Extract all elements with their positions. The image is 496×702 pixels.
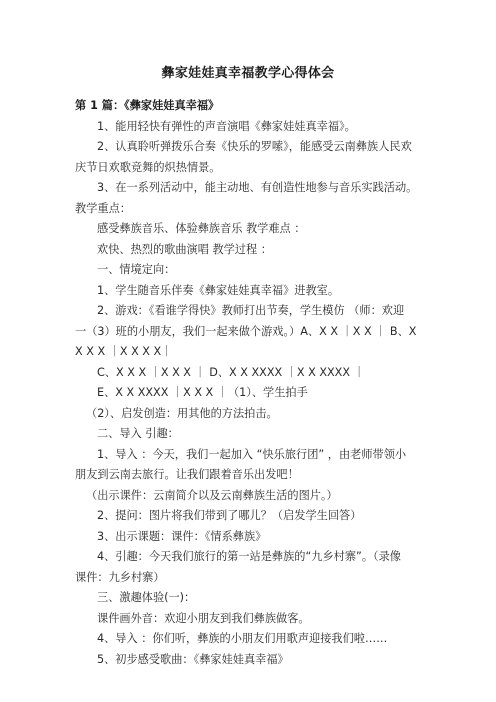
paragraph-line: 1、能用轻快有弹性的声音演唱《彝家娃娃真幸福》。 (97, 119, 356, 133)
paragraph-line: E、X X XXXX ｜X X X ｜（1）、学生拍手 (97, 386, 308, 399)
paragraph-line: 2、游戏：《看谁学得快》教师打出节奏，学生模仿 （师：欢迎 (97, 304, 405, 317)
document-body (75, 96, 425, 670)
paragraph-line: 1、学生随音乐伴奏《彝家娃娃真幸福》进教室。 (97, 283, 340, 297)
paragraph-line: 教学重点： (75, 201, 131, 215)
paragraph-line: 庆节日欢歌竞舞的炽热情景。 (75, 160, 221, 174)
document-title: 彝家娃娃真幸福教学心得体会 (161, 66, 335, 81)
paragraph-line: 3、出示课题：课件：《情系彝族》 (97, 529, 267, 543)
paragraph-line: X X X ｜X X X X｜ (75, 345, 173, 358)
paragraph-line: 5、初步感受歌曲：《彝家娃娃真幸福》 (97, 652, 289, 666)
paragraph-line: 2、认真聆听弹拨乐合奏《快乐的罗嗦》，能感受云南彝族人民欢 (97, 140, 412, 153)
paragraph-line: 4、导入 ：你们听，彝族的小朋友们用歌声迎接我们啦…… (97, 632, 388, 645)
paragraph-line: （出示课件：云南简介以及云南彝族生活的图片。） (86, 488, 338, 502)
paragraph-line: 一、情境定向： (97, 263, 176, 276)
paragraph-line: 感受彝族音乐、体验彝族音乐 教学难点 ： (97, 222, 306, 235)
paragraph-line: 三、激趣体验(一)： (97, 591, 196, 604)
paragraph-line: （2）、启发创造：用其他的方法拍击。 (86, 406, 278, 420)
paragraph-line: 4、引趣：今天我们旅行的第一站是彝族的“九乡村寨”。（录像 (97, 550, 401, 563)
paragraph-line: C、X X X ｜X X X ｜ D、X X XXXX ｜X X XXXX ｜ (97, 365, 365, 379)
paragraph-lines (75, 117, 425, 671)
paragraph-line: 二、导入 引趣： (97, 427, 179, 440)
paragraph-line: 一（3）班的小朋友，我们一起来做个游戏。）A、X X ｜X X ｜ B、X (75, 324, 417, 338)
paragraph-line: 课件：九乡村寨） (75, 570, 165, 584)
paragraph-line: 课件画外音：欢迎小朋友到我们彝族做客。 (97, 611, 310, 625)
paragraph-line: 2、提问：图片将我们带到了哪儿？（启发学生回答） (97, 509, 362, 522)
paragraph-line: 1、导入 ：今天，我们一起加入 “快乐旅行团” ，由老师带领小 (97, 447, 407, 461)
paragraph-line: 欢快、热烈的歌曲演唱 教学过程 ： (97, 242, 272, 256)
paragraph-line: 朋友到云南去旅行。让我们跟着音乐出发吧！ (75, 468, 299, 481)
paragraph-line: 3、在一系列活动中，能主动地、有创造性地参与音乐实践活动。 (97, 181, 418, 194)
section-heading: 第 1 篇：《彝家娃娃真幸福》 (75, 99, 220, 112)
